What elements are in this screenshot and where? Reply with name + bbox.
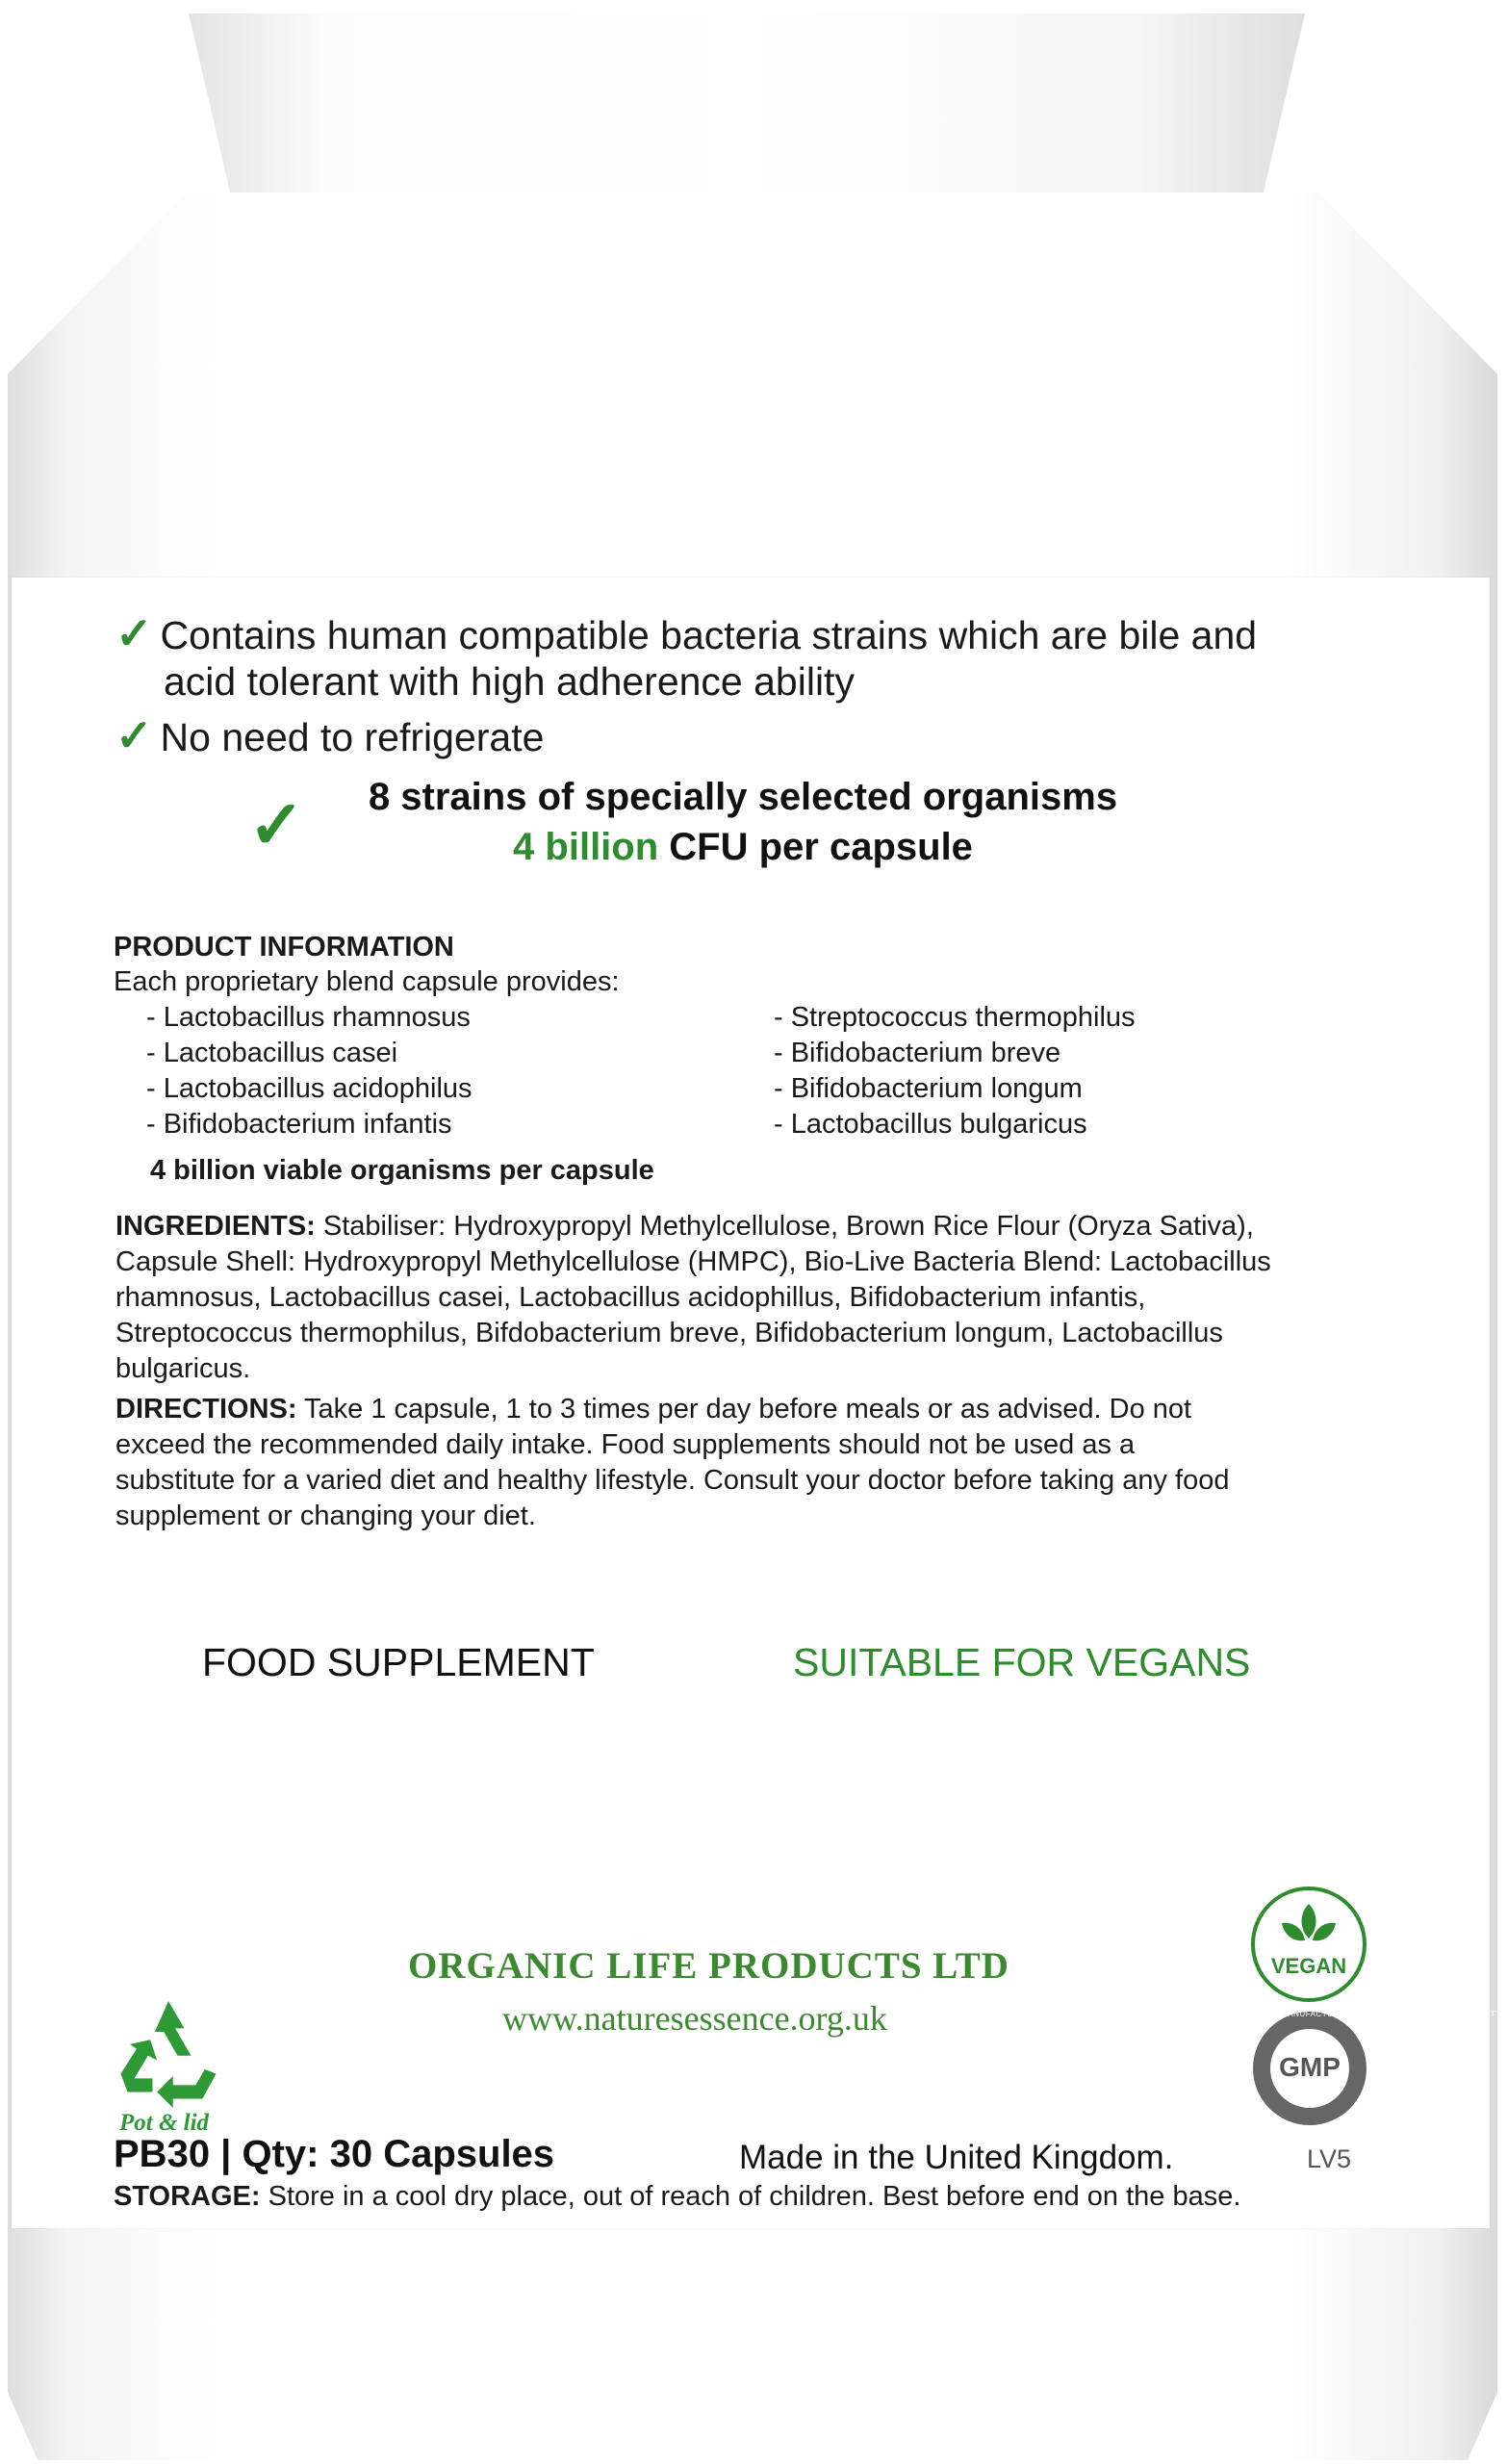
gmp-badge-label: GMP <box>1279 2052 1341 2082</box>
gmp-badge-inner <box>1270 2029 1349 2108</box>
benefit-1: ✓ Contains human compatible bacteria strains which are bile and <box>115 608 1258 658</box>
version-code: LV5 <box>1307 2144 1352 2173</box>
vegan-badge <box>1251 1886 1367 2002</box>
directions-line: DIRECTIONS: Take 1 capsule, 1 to 3 times per day before meals or as advised. Do not <box>115 1394 1192 1424</box>
strain-item: - Lactobacillus acidophilus <box>146 1073 473 1104</box>
headline-strains: 8 strains of specially selected organisms <box>368 776 1118 818</box>
strain-item: - Lactobacillus rhamnosus <box>146 1002 471 1033</box>
bottle-lid <box>189 13 1305 206</box>
strain-list-right <box>774 1000 1136 1142</box>
strain-item: - Streptococcus thermophilus <box>774 1002 1136 1033</box>
product-info-heading: PRODUCT INFORMATION <box>114 932 454 962</box>
ingredients-block <box>115 1209 1271 1387</box>
strain-list-left <box>146 1000 473 1142</box>
checkmark-icon: ✓ <box>115 608 153 658</box>
recycle-caption: Pot & lid <box>119 2110 210 2136</box>
strain-item: - Lactobacillus bulgaricus <box>774 1109 1087 1140</box>
company-url: www.naturesessence.org.uk <box>502 1999 887 2038</box>
strain-item: - Lactobacillus casei <box>146 1038 398 1068</box>
headline-cfu: 4 billion CFU per capsule <box>513 826 973 868</box>
storage-line: STORAGE: Store in a cool dry place, out of reach of children. Best before end on the base. <box>114 2181 1241 2212</box>
large-checkmark-icon: ✓ <box>248 787 305 862</box>
strain-item: - Bifidobacterium infantis <box>146 1109 452 1140</box>
made-in: Made in the United Kingdom. <box>739 2139 1174 2176</box>
ingredients-line: rhamnosus, Lactobacillus casei, Lactobacillus acidophillus, Bifidobacterium infantis, <box>115 1282 1146 1313</box>
ingredients-line: Capsule Shell: Hydroxypropyl Methylcellulose (HMPC), Bio-Live Bacteria Blend: Lactobacillus <box>115 1246 1271 1277</box>
directions-line: substitute for a varied diet and healthy lifestyle. Consult your doctor before taking any food <box>115 1465 1230 1496</box>
vegan-tag: SUITABLE FOR VEGANS <box>793 1640 1251 1684</box>
leaf-icon <box>1276 1900 1341 1954</box>
product-label <box>12 578 1507 2228</box>
recycle-icon <box>112 1994 225 2108</box>
product-info-intro: Each proprietary blend capsule provides: <box>114 966 620 997</box>
gmp-ring-text: GOOD MANUFACTURING PRACTICE · CONSISTENT QUALITY · <box>1253 2010 1507 2018</box>
strain-item: - Bifidobacterium longum <box>774 1073 1083 1104</box>
benefit-2: ✓ No need to refrigerate <box>115 710 545 760</box>
product-code: PB30 | Qty: 30 Capsules <box>114 2133 555 2175</box>
directions-heading: DIRECTIONS: <box>115 1394 297 1424</box>
ingredients-heading: INGREDIENTS: <box>115 1211 316 1242</box>
directions-line: supplement or changing your diet. <box>115 1501 536 1531</box>
directions-block <box>115 1392 1229 1534</box>
ingredients-line: bulgaricus. <box>115 1353 251 1384</box>
viable-organisms: 4 billion viable organisms per capsule <box>150 1155 654 1186</box>
gmp-badge <box>1253 2010 1507 2125</box>
company-name: ORGANIC LIFE PRODUCTS LTD <box>408 1945 1009 1987</box>
ingredients-line: Streptococcus thermophilus, Bifdobacterium breve, Bifidobacterium longum, Lactobacillus <box>115 1318 1223 1348</box>
vegan-badge-label: VEGAN <box>1270 1954 1347 1978</box>
checkmark-icon: ✓ <box>115 710 153 760</box>
ingredients-line: INGREDIENTS: Stabiliser: Hydroxypropyl Methylcellulose, Brown Rice Flour (Oryza Sativa), <box>115 1211 1254 1242</box>
food-supplement-tag: FOOD SUPPLEMENT <box>202 1640 595 1684</box>
directions-line: exceed the recommended daily intake. Food supplements should not be used as a <box>115 1429 1136 1460</box>
benefit-1-cont: acid tolerant with high adherence ability <box>164 659 855 704</box>
storage-heading: STORAGE: <box>114 2181 261 2212</box>
strain-item: - Bifidobacterium breve <box>774 1038 1061 1068</box>
